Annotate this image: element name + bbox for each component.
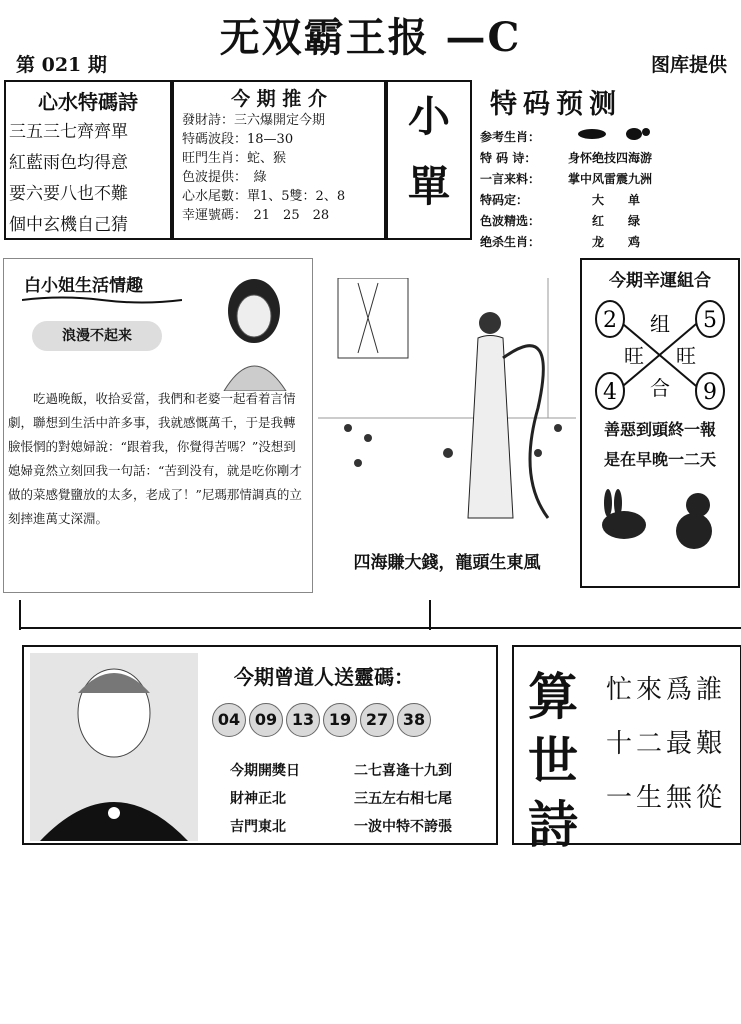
lottery-info-row: 二七喜逢十九到 <box>354 763 452 779</box>
prediction-row <box>480 148 740 169</box>
combo-number: 9 <box>703 380 717 405</box>
world-poem-verse: 一生無從 <box>606 783 727 813</box>
lucky-number-balls <box>212 703 434 737</box>
lucky-number-ball: 13 <box>286 703 320 737</box>
lucky-number-ball: 38 <box>397 703 431 737</box>
lottery-info-row: 吉門東北 <box>230 819 286 835</box>
lucky-number-ball: 19 <box>323 703 357 737</box>
lottery-info-left <box>230 757 300 841</box>
newspaper-title: 无双霸王报 —C <box>219 14 522 61</box>
prediction-key: 特 码 诗： <box>480 151 537 165</box>
lottery-info-row: 一波中特不誇張 <box>354 819 452 835</box>
lottery-info-right <box>354 757 452 841</box>
prediction-row <box>480 169 740 190</box>
lottery-info-row: 三五左右相七尾 <box>354 791 452 807</box>
lucky-number-ball: 27 <box>360 703 394 737</box>
life-heading: 白小姐生活情趣 <box>24 276 143 296</box>
recommendation-row: 心水尾數：單1、5雙：2、8 <box>182 189 346 204</box>
life-story-text: 吃過晚飯，收拾妥當，我們和老婆一起看着言情劇，聯想到生活中許多事，我就感慨萬千，于是我轉臉悵惘的對媳婦說：“跟着我，你覺得苦嗎？”没想到媳婦竟然立刻回我一句話：“苦到没有，就是吃你剛才做的菜感覺鹽放的太多，老成了！”尼瑪那情調真的立刻摔進萬丈深淵。 <box>8 391 302 526</box>
prediction-key: 参考生肖： <box>480 130 541 144</box>
prediction-row <box>480 232 740 253</box>
combo-number: 4 <box>603 380 617 405</box>
prediction-value: 身怀绝技四海游 <box>568 151 653 165</box>
combo-note: 善惡到頭終一報 <box>603 420 716 439</box>
lucky-numbers-heading: 今期曾道人送靈碼： <box>234 665 414 689</box>
poem-line: 三五三七齊齊單 <box>9 122 128 142</box>
xiaodan-box <box>386 80 472 240</box>
combo-heading: 今期辛運組合 <box>609 271 711 291</box>
world-poem-title-char: 世 <box>528 731 578 790</box>
lucky-number-ball: 04 <box>212 703 246 737</box>
world-poem-panel <box>512 645 741 854</box>
world-poem-verse: 忙來爲誰 <box>606 675 727 705</box>
fairy-illustration <box>318 278 576 533</box>
combo-number: 2 <box>603 308 617 333</box>
prediction-value: 红 绿 <box>568 214 641 228</box>
poem-line: 紅藍雨色均得意 <box>9 153 128 173</box>
recommendation-row: 色波提供： 綠 <box>182 170 267 185</box>
prediction-value: 龙 鸡 <box>568 235 641 249</box>
prediction-row <box>480 125 740 148</box>
poem-line: 個中玄機自己猜 <box>9 215 128 235</box>
combo-note: 是在早晚一二天 <box>603 450 716 469</box>
rabbit-and-monkey-icon <box>582 475 738 555</box>
prediction-key: 特码定： <box>480 193 529 207</box>
combo-char: 组 <box>650 312 670 336</box>
xiaodan-char: 小 <box>407 92 450 141</box>
combo-char: 旺 <box>624 344 644 368</box>
lottery-info-row: 財神正北 <box>230 791 286 807</box>
illustration-caption: 四海賺大錢，龍頭生東風 <box>353 553 541 573</box>
poem-heading: 心水特碼詩 <box>38 90 138 114</box>
woman-portrait-image <box>204 271 304 391</box>
provider-label: 图库提供 <box>650 54 727 76</box>
recommendation-heading: 今 期 推 介 <box>231 88 327 110</box>
prediction-key: 色波精选： <box>480 214 541 228</box>
recommendation-row: 特碼波段：18—30 <box>182 132 294 147</box>
prediction-row <box>480 211 740 232</box>
recommendation-row: 旺門生肖：蛇、猴 <box>182 151 287 166</box>
combo-char: 合 <box>650 376 670 400</box>
recommendation-box <box>172 80 386 240</box>
combo-diagram <box>582 291 738 411</box>
zodiac-animal-icon <box>572 125 662 141</box>
prediction-key: 绝杀生肖： <box>480 235 541 249</box>
recommendation-row: 發財詩：三六爆開定今期 <box>182 113 326 128</box>
divider-stripe <box>0 600 741 630</box>
issue-number: 第 021 期 <box>16 54 107 76</box>
prediction-heading: 特码预测 <box>490 89 622 120</box>
lucky-numbers-panel <box>22 645 498 845</box>
prediction-panel <box>480 80 740 249</box>
prediction-row <box>480 190 740 211</box>
lottery-info-row: 今期開獎日 <box>230 763 300 779</box>
lucky-number-ball: 09 <box>249 703 283 737</box>
world-poem-title-char: 詩 <box>528 795 578 854</box>
recommendation-row: 幸運號碼： 21 25 28 <box>182 208 330 223</box>
poem-box <box>4 80 172 240</box>
poem-line: 要六要八也不難 <box>9 184 128 204</box>
prediction-key: 一言来料： <box>480 172 541 186</box>
prediction-value: 掌中风雷震九洲 <box>568 172 653 186</box>
underline-ornament <box>22 295 182 305</box>
combo-char: 旺 <box>676 344 696 368</box>
world-poem-title-char: 算 <box>528 667 578 726</box>
xiaodan-char: 單 <box>407 162 450 211</box>
world-poem-title <box>528 665 588 857</box>
lucky-combo-panel <box>580 258 740 588</box>
zodiac-icons <box>572 130 662 144</box>
illustration-panel <box>318 278 576 533</box>
world-poem-verse: 十二最艱 <box>606 729 727 759</box>
man-portrait-image <box>30 653 198 841</box>
combo-number: 5 <box>703 308 717 333</box>
prediction-value: 大 单 <box>568 193 641 207</box>
life-story-panel <box>3 258 313 593</box>
life-subtitle: 浪漫不起来 <box>32 321 162 351</box>
